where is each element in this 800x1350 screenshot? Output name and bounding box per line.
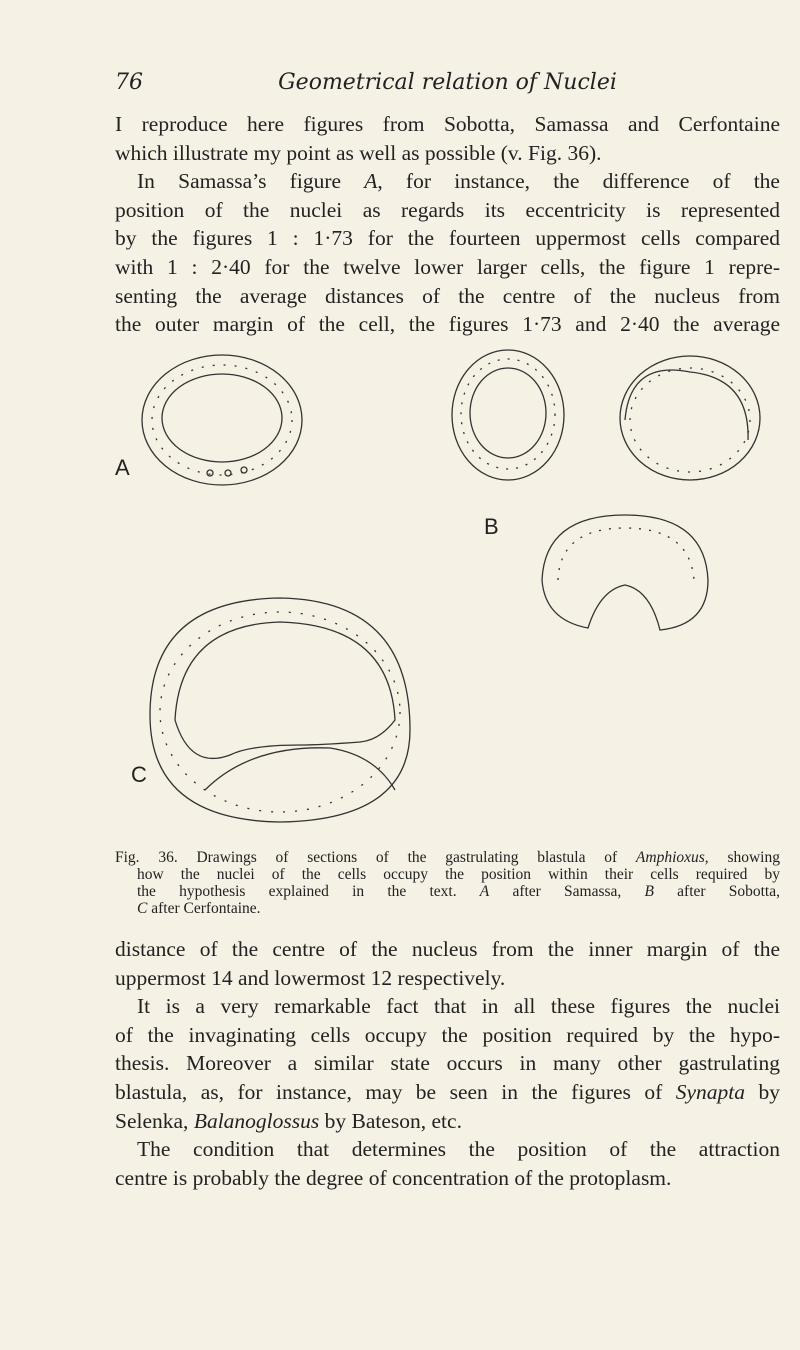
text-line (115, 992, 780, 1021)
text-segment: The condition that determines the position of the attraction (137, 1137, 780, 1162)
text-line (115, 964, 780, 993)
italic-text: C (137, 900, 148, 917)
text-line (115, 849, 780, 866)
text-segment: , showing (704, 849, 780, 866)
italic-text: A (364, 169, 378, 194)
text-segment: centre is probably the degree of concentration of the protoplasm. (115, 1165, 672, 1190)
text-segment: blastula, as, for instance, may be seen in the figures of (115, 1079, 676, 1104)
italic-text: A (479, 883, 490, 900)
drawing-a (142, 355, 302, 485)
text-segment: , for instance, the difference of the (377, 169, 780, 194)
text-line (115, 1135, 780, 1164)
text-segment: with 1 : 2·40 for the twelve lower larger cells, the figure 1 repre- (115, 254, 780, 279)
text-segment: which illustrate my point as well as possible (v. Fig. 36). (115, 140, 602, 165)
text-segment: position of the nuclei as regards its eccentricity is represented (115, 197, 780, 222)
text-segment: after Samassa, (489, 883, 645, 900)
text-segment: after Sobotta, (653, 883, 780, 900)
drawing-b-3 (542, 515, 708, 630)
text-segment: by the figures 1 : 1·73 for the fourteen uppermost cells compared (115, 226, 780, 251)
figure-label-c: C (131, 762, 147, 787)
text-line (115, 1164, 780, 1193)
text-segment: by (745, 1079, 781, 1104)
italic-text: Synapta (675, 1079, 746, 1104)
text-line (115, 883, 780, 900)
text-segment: I reproduce here figures from Sobotta, Samassa and Cerfontaine (115, 112, 780, 136)
text-segment: distance of the centre of the nucleus from the inner margin of the (115, 937, 780, 961)
text-line (115, 1021, 780, 1050)
text-segment: In Samassa’s figure (137, 169, 365, 194)
figure-label-b: B (484, 514, 499, 539)
drawing-b-2 (620, 356, 760, 480)
text-line (115, 935, 780, 964)
text-segment: It is a very remarkable fact that in all these figures the nuclei (137, 994, 780, 1019)
text-line (115, 1049, 780, 1078)
text-line (115, 1107, 780, 1136)
text-segment: uppermost 14 and lowermost 12 respectively. (115, 965, 506, 990)
text-line (115, 900, 780, 917)
paragraph-bottom (115, 935, 780, 1192)
text-segment: senting the average distances of the centre of the nucleus from (115, 283, 780, 308)
figure-caption (115, 849, 780, 917)
running-title: Geometrical relation of Nuclei (278, 70, 617, 95)
text-segment: by Bateson, etc. (319, 1108, 462, 1133)
text-segment: the hypothesis explained in the text. (137, 883, 480, 900)
figure-label-a: A (115, 455, 130, 480)
text-segment: how the nuclei of the cells occupy the position within their cells required by (137, 866, 780, 883)
page-number: 76 (115, 70, 143, 95)
italic-text: B (644, 883, 654, 900)
text-segment: after Cerfontaine. (147, 900, 261, 917)
text-segment: the outer margin of the cell, the figures 1·73 and 2·40 the average (115, 312, 780, 337)
italic-text: Balanoglossus (193, 1108, 320, 1133)
text-segment: Fig. 36. Drawings of sections of the gastrulating blastula of (115, 849, 636, 866)
text-segment: thesis. Moreover a similar state occurs in many other gastrulating (115, 1051, 780, 1076)
text-line (115, 866, 780, 883)
italic-text: Amphioxus (635, 849, 705, 866)
text-segment: of the invaginating cells occupy the position required by the hypo- (115, 1022, 780, 1047)
text-line (115, 1078, 780, 1107)
drawing-c (150, 598, 410, 822)
text-segment: Selenka, (115, 1108, 194, 1133)
drawing-b-1 (452, 350, 564, 480)
